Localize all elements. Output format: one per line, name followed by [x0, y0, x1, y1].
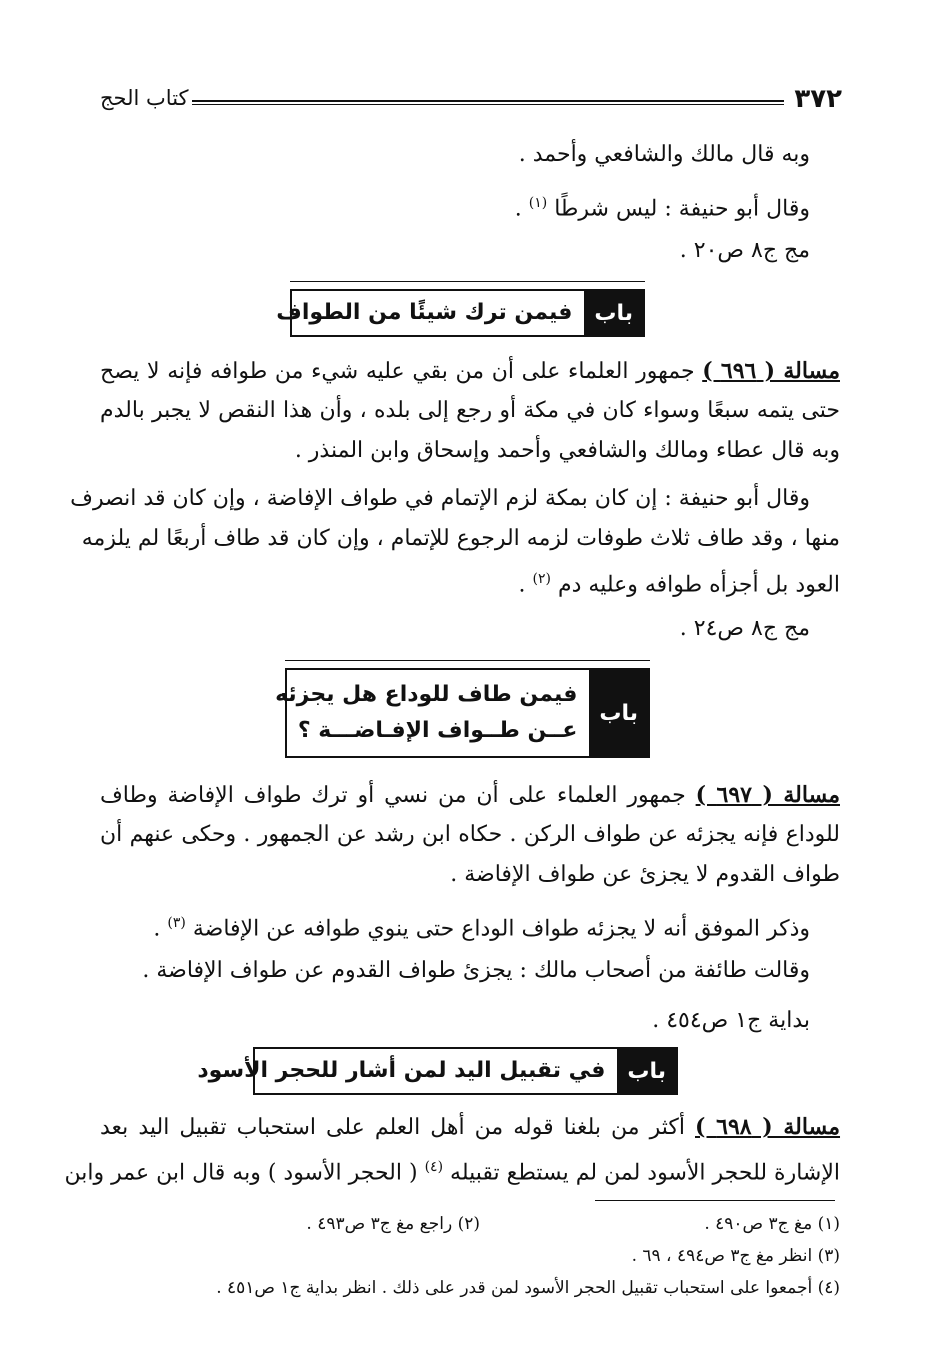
- text-line: الإشارة للحجر الأسود لمن لم يستطع تقبيله $^{(٤)}$ ( الحجر الأسود ) وبه قال ابن عمر وابن: [64, 1159, 840, 1186]
- footnote-ref: (٤): [424, 1159, 444, 1175]
- page-header: [100, 84, 842, 124]
- book-title: كتاب الحج: [100, 86, 189, 110]
- masala-label: مسالة ( ٦٩٧ ): [695, 782, 840, 808]
- chapter-heading-box: [197, 1047, 678, 1095]
- reference-line: مج ج٨ ص٢٠ .: [679, 238, 810, 263]
- footnote-ref: (٣): [167, 915, 186, 931]
- reference-line: بداية ج١ ص٤٥٤ .: [652, 1008, 810, 1033]
- footnote: (٣) انظر مغ ج٣ ص٤٩٤ ، ٦٩ .: [631, 1246, 840, 1266]
- text-line: وبه قال عطاء ومالك والشافعي وأحمد وإسحاق وابن المنذر .: [294, 438, 840, 463]
- text-line: منها ، وقد طاف ثلاث طوفات لزمه الرجوع للإتمام ، وإن كان قد طاف أربعًا لم يلزمه: [81, 526, 840, 551]
- chapter-heading-box: [276, 289, 645, 337]
- bab-top-rule: [285, 660, 650, 661]
- text-line: للوداع فإنه يجزئه عن طواف الركن . حكاه ابن رشد عن الجمهور . وحكى عنهم أن: [100, 822, 840, 847]
- text-line: وقال أبو حنيفة : إن كان بمكة لزم الإتمام في طواف الإفاضة ، وإن كان قد انصرف: [70, 486, 810, 511]
- text-line: حتى يتمه سبعًا وسواء كان في مكة أو رجع إلى بلده ، وأن هذا النقص لا يجبر بالدم: [100, 398, 840, 423]
- text-line: وقال أبو حنيفة : ليس شرطًا $^{(١)}$ .: [514, 195, 810, 222]
- chapter-label: باب: [617, 1049, 676, 1093]
- text-line: مسالة ( ٦٩٨ ) أكثر من بلغنا قوله من أهل العلم على استحباب تقبيل اليد بعد: [100, 1114, 841, 1140]
- text-line: وذكر الموفق أنه لا يجزئه طواف الوداع حتى ينوي طوافه عن الإفاضة $^{(٣)}$ .: [153, 915, 810, 942]
- chapter-label: باب: [589, 670, 648, 756]
- footnote-ref: (٢): [532, 571, 551, 587]
- bab-top-rule: [290, 281, 645, 282]
- text-line: العود بل أجزأه طوافه وعليه دم $^{(٢)}$ .: [518, 571, 840, 598]
- masala-label: مسالة ( ٦٩٦ ): [702, 358, 840, 384]
- footnote: (٤) أجمعوا على استحباب تقبيل الحجر الأسود لمن قدر على ذلك . انظر بداية ج١ ص٤٥١ .: [216, 1278, 840, 1298]
- footnote-ref: (١): [528, 195, 548, 211]
- page-number: ٣٧٢: [794, 84, 842, 114]
- text-line: وقالت طائفة من أصحاب مالك : يجزئ طواف القدوم عن طواف الإفاضة .: [142, 958, 810, 983]
- footnote: (١) مغ ج٣ ص٤٩٠ .: [704, 1214, 840, 1234]
- footnote-rule: [595, 1200, 835, 1201]
- chapter-title: فيمن ترك شيئًا من الطواف: [276, 300, 573, 325]
- chapter-label: باب: [584, 291, 643, 335]
- masala-label: مسالة ( ٦٩٨ ): [695, 1114, 841, 1140]
- chapter-title: في تقبيل اليد لمن أشار للحجر الأسود: [197, 1058, 606, 1083]
- text-line: وبه قال مالك والشافعي وأحمد .: [518, 142, 810, 167]
- text-line: طواف القدوم لا يجزئ عن طواف الإفاضة .: [450, 862, 840, 887]
- chapter-heading-box: [275, 668, 650, 758]
- header-rule: [192, 100, 784, 105]
- footnote: (٢) راجع مغ ج٣ ص٤٩٣ .: [306, 1214, 480, 1234]
- reference-line: مج ج٨ ص٢٤ .: [679, 616, 810, 641]
- text-line: مسالة ( ٦٩٧ ) جمهور العلماء على أن من نسي أو ترك طواف الإفاضة وطاف: [100, 782, 840, 808]
- chapter-title: فيمن طاف للوداع هل يجزئه عــن طــواف الإفـاضـــة ؟: [275, 682, 578, 743]
- text-line: مسالة ( ٦٩٦ ) جمهور العلماء على أن من بقي عليه شيء من طوافه فإنه لا يصح: [100, 358, 840, 384]
